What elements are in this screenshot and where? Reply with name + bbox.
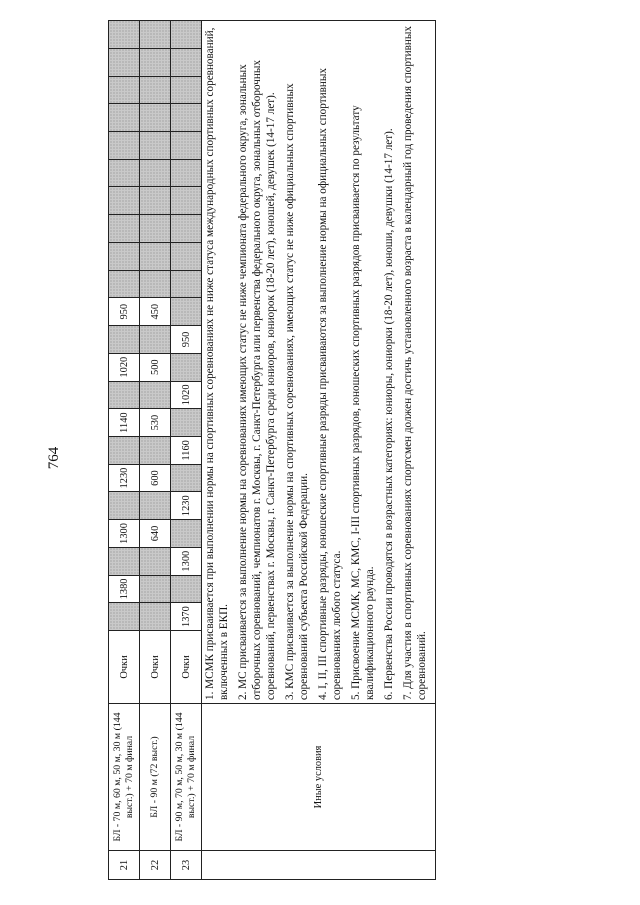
shaded-cell [140, 132, 171, 160]
norm-value-cell: 950 [109, 298, 140, 326]
row-number: 23 [171, 851, 202, 880]
discipline-cell: БЛ - 90 м, 70 м, 50 м, 30 м (144 выст.) + 70 м финал [171, 704, 202, 851]
shaded-cell [140, 326, 171, 354]
shaded-cell [140, 215, 171, 243]
norm-value-cell: 1380 [109, 575, 140, 603]
norm-value-cell: 600 [140, 464, 171, 492]
shaded-cell [109, 76, 140, 104]
shaded-cell [109, 132, 140, 160]
shaded-cell [171, 104, 202, 132]
shaded-cell [140, 159, 171, 187]
table-row [109, 21, 140, 880]
shaded-cell [171, 48, 202, 76]
conditions-row [202, 21, 436, 880]
norm-value-cell: 640 [140, 520, 171, 548]
norm-value-cell: 1140 [109, 409, 140, 437]
norm-value-cell: 950 [171, 326, 202, 354]
row-number: 21 [109, 851, 140, 880]
shaded-cell [171, 464, 202, 492]
norms-table-sheet [108, 20, 638, 880]
shaded-cell [109, 21, 140, 49]
norm-value-cell: 1300 [171, 547, 202, 575]
norm-value-cell: 1160 [171, 436, 202, 464]
shaded-cell [171, 298, 202, 326]
norm-value-cell: 450 [140, 298, 171, 326]
norms-table [108, 20, 436, 880]
condition-item: 2. МС присваивается за выполнение нормы на соревнованиях имеющих статус не ниже чемпионата федерального округа, зональных отборочных соревнований, чемпионатов г. Москвы, г. Санкт-Петербурга или первенства федерального округа, зональных отборочных соревнований, первенствах г. Москвы, г. Санкт-Петербурга среди юниоров, юниорок (18-20 лет), юношей, девушек (14-17 лет). [237, 60, 277, 700]
shaded-cell [171, 520, 202, 548]
shaded-cell [171, 187, 202, 215]
condition-item: 3. КМС присваивается за выполнение нормы на спортивных соревнованиях, имеющих статус не ниже официальных спортивных соревнований субъекта Российской Федерации. [284, 83, 310, 700]
shaded-cell [140, 270, 171, 298]
shaded-cell [171, 353, 202, 381]
condition-item: 4. I, II, III спортивные разряды, юношеские спортивные разряды присваиваются за выполнение нормы на официальных спортивных соревнованиях любого статуса. [317, 68, 343, 700]
discipline-cell: БЛ - 70 м, 60 м, 50 м, 30 м (144 выст.) + 70 м финал [109, 704, 140, 851]
shaded-cell [109, 48, 140, 76]
unit-cell: Очки [171, 631, 202, 704]
shaded-cell [171, 21, 202, 49]
shaded-cell [140, 603, 171, 631]
shaded-cell [140, 547, 171, 575]
discipline-cell: БЛ - 90 м (72 выст.) [140, 704, 171, 851]
row-number: 22 [140, 851, 171, 880]
unit-cell: Очки [140, 631, 171, 704]
shaded-cell [140, 48, 171, 76]
shaded-cell [171, 270, 202, 298]
shaded-cell [140, 381, 171, 409]
shaded-cell [140, 76, 171, 104]
norm-value-cell: 1020 [109, 353, 140, 381]
shaded-cell [109, 547, 140, 575]
shaded-cell [171, 242, 202, 270]
shaded-cell [171, 76, 202, 104]
empty-cell [202, 851, 436, 880]
shaded-cell [140, 187, 171, 215]
shaded-cell [171, 132, 202, 160]
shaded-cell [109, 381, 140, 409]
conditions-text [202, 21, 436, 704]
shaded-cell [171, 409, 202, 437]
shaded-cell [140, 242, 171, 270]
condition-item: 1. МСМК присваивается при выполнении нормы на спортивных соревнованиях не ниже статуса международных спортивных соревнований, включенных в ЕКП. [204, 27, 230, 700]
shaded-cell [140, 21, 171, 49]
table-row [140, 21, 171, 880]
unit-cell: Очки [109, 631, 140, 704]
norm-value-cell: 530 [140, 409, 171, 437]
norm-value-cell: 1230 [109, 464, 140, 492]
norm-value-cell: 1370 [171, 603, 202, 631]
norm-value-cell: 1020 [171, 381, 202, 409]
shaded-cell [109, 603, 140, 631]
shaded-cell [109, 104, 140, 132]
condition-item: 7. Для участия в спортивных соревнованиях спортсмен должен достичь установленного возраста в календарный год проведения спортивных соревнований. [402, 25, 428, 700]
shaded-cell [140, 492, 171, 520]
shaded-cell [109, 215, 140, 243]
shaded-cell [109, 326, 140, 354]
shaded-cell [140, 436, 171, 464]
shaded-cell [140, 104, 171, 132]
shaded-cell [109, 436, 140, 464]
shaded-cell [109, 242, 140, 270]
condition-item: 5. Присвоение МСМК, МС, КМС, I-III спортивных разрядов, юношеских спортивных разрядов присваивается по результату квалификационного раунда. [350, 105, 376, 700]
condition-item: 6. Первенства России проводятся в возрастных категориях: юниоры, юниорки (18-20 лет), юноши, девушки (14-17 лет). [383, 128, 395, 700]
norm-value-cell: 1230 [171, 492, 202, 520]
shaded-cell [171, 159, 202, 187]
shaded-cell [171, 575, 202, 603]
shaded-cell [109, 187, 140, 215]
shaded-cell [140, 575, 171, 603]
shaded-cell [109, 492, 140, 520]
norm-value-cell: 1300 [109, 520, 140, 548]
norm-value-cell: 500 [140, 353, 171, 381]
table-row [171, 21, 202, 880]
conditions-heading: Иные условия [202, 704, 436, 851]
shaded-cell [109, 159, 140, 187]
page-number: 764 [46, 446, 62, 470]
shaded-cell [171, 215, 202, 243]
shaded-cell [109, 270, 140, 298]
